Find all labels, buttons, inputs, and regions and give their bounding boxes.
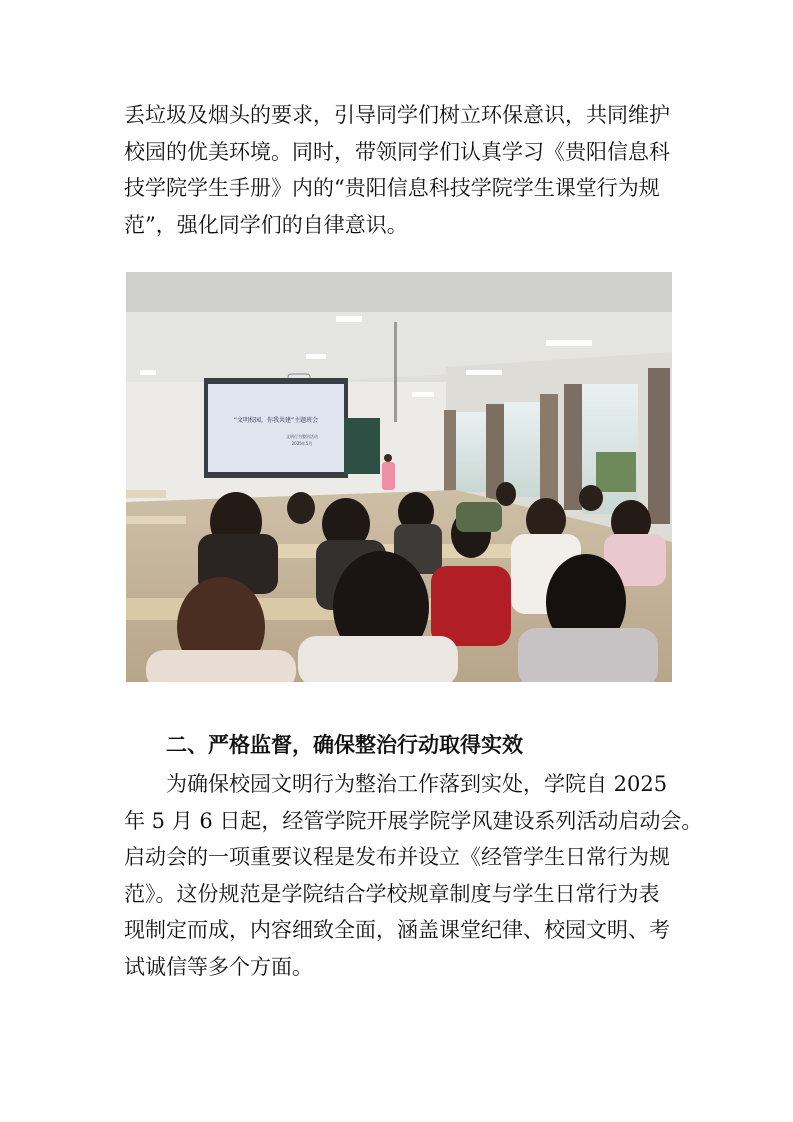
ceiling-light bbox=[412, 392, 434, 397]
slide-title: “文明校园，你我共建”主题班会 bbox=[233, 417, 319, 424]
paragraph-line: 技学院学生手册》内的“贵阳信息科技学院学生课堂行为规 bbox=[124, 176, 660, 200]
section-heading: 二、严格监督，确保整治行动取得实效 bbox=[166, 733, 523, 757]
paragraph-line: 年 5 月 6 日起，经管学院开展学院学风建设系列活动启动会。 bbox=[124, 808, 703, 833]
window bbox=[456, 412, 486, 492]
blackboard bbox=[344, 418, 380, 474]
paragraph-line: 范》。这份规范是学院结合学校规章制度与学生日常行为表 bbox=[124, 881, 660, 906]
paragraph-line: 范”，强化同学们的自律意识。 bbox=[124, 212, 408, 237]
curtain bbox=[648, 368, 670, 524]
paragraph-line: 校园的优美环境。同时，带领同学们认真学习《贵阳信息科 bbox=[124, 139, 670, 164]
slide-subtitle: 文明行为整治活动 bbox=[286, 434, 318, 439]
curtain bbox=[444, 410, 456, 500]
ceiling-light bbox=[306, 354, 326, 359]
paragraph-line: 试诚信等多个方面。 bbox=[124, 954, 313, 979]
paragraph-line: 现制定而成，内容细致全面，涵盖课堂纪律、校园文明、考 bbox=[124, 918, 670, 942]
paragraph-line: 启动会的一项重要议程是发布并设立《经管学生日常行为规 bbox=[124, 845, 670, 869]
curtain bbox=[564, 384, 582, 510]
ceiling-light bbox=[466, 370, 502, 375]
paragraph-1 bbox=[124, 97, 672, 243]
ceiling-light bbox=[140, 370, 156, 375]
curtain bbox=[540, 394, 558, 504]
paragraph-line: 丢垃圾及烟头的要求，引导同学们树立环保意识，共同维护 bbox=[124, 103, 670, 127]
paragraph-2 bbox=[124, 766, 703, 985]
projector-screen bbox=[208, 384, 344, 472]
paragraph-line: 为确保校园文明行为整治工作落到实处，学院自 2025 bbox=[166, 772, 668, 796]
ceiling-light bbox=[546, 340, 592, 346]
teacher bbox=[384, 454, 392, 462]
ceiling-light bbox=[336, 316, 362, 322]
classroom-photo bbox=[126, 272, 672, 682]
slide-date: 2025年5月 bbox=[291, 441, 313, 446]
